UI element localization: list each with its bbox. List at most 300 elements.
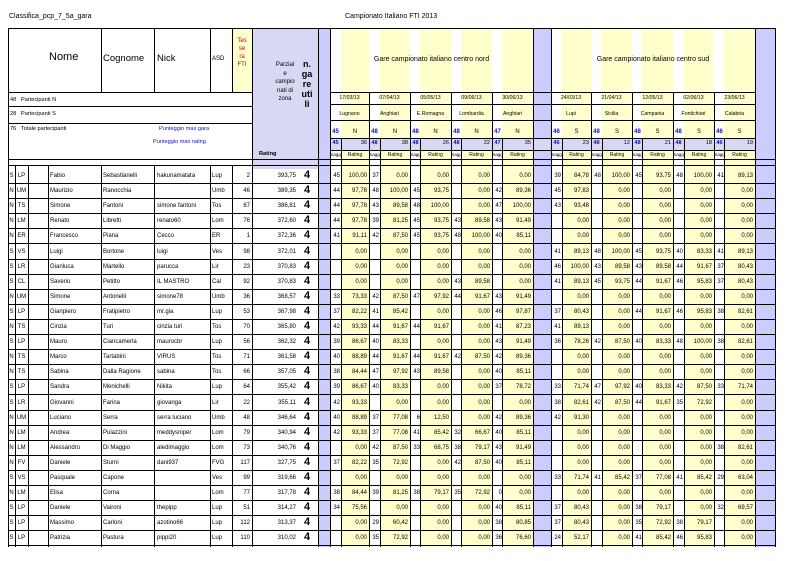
row-rating: 66,67 xyxy=(474,429,490,436)
row-sagg: 42 xyxy=(676,384,683,391)
row-region: VS xyxy=(17,248,26,255)
row-sagg: 41 xyxy=(372,308,379,315)
row-tessera: 70 xyxy=(243,324,250,330)
row-rating: 0,00 xyxy=(741,490,753,497)
row-parziale: 310,02 xyxy=(277,535,296,542)
row-sagg: 43 xyxy=(495,218,502,225)
row-zone: S xyxy=(9,475,14,481)
row-sagg: 42 xyxy=(495,414,502,421)
row-rating: 83,33 xyxy=(392,339,408,346)
row-ngare: 4 xyxy=(303,471,311,483)
gara-zone: N xyxy=(352,129,358,135)
column-header-asd: ASD xyxy=(212,56,225,62)
gara-zone: S xyxy=(574,129,579,135)
row-rating: 0,00 xyxy=(618,459,630,466)
rating-max-a: 46 xyxy=(716,140,723,146)
row-rating: 75,56 xyxy=(351,505,367,512)
grid-hline xyxy=(8,289,775,290)
row-sagg: 46 xyxy=(554,263,561,270)
row-rating: 91,67 xyxy=(655,308,671,315)
gara-date: 30/06/13 xyxy=(502,95,523,101)
row-rating: 100,00 xyxy=(611,173,630,179)
row-rating: 69,57 xyxy=(737,505,753,512)
row-rating: 91,67 xyxy=(655,278,671,285)
row-rating: 80,43 xyxy=(573,308,589,315)
summary-count: 28 xyxy=(10,111,17,117)
row-sagg: 38 xyxy=(333,490,340,497)
row-ngare: 4 xyxy=(303,486,311,499)
column-header-parziale: nati di xyxy=(276,87,293,94)
row-sagg: 35 xyxy=(372,535,379,542)
row-sagg: 39 xyxy=(333,384,340,391)
row-rating: 0,00 xyxy=(741,520,753,527)
gara-place: Lombardia xyxy=(459,111,484,117)
row-rating: 0,00 xyxy=(478,173,490,179)
row-rating: 0,00 xyxy=(355,535,367,542)
row-sagg: 42 xyxy=(495,188,502,195)
row-zone: S xyxy=(9,248,14,255)
row-cognome: Ciancamerla xyxy=(103,339,137,346)
row-rating: 0,00 xyxy=(659,203,671,210)
row-rating: 0,00 xyxy=(618,369,630,376)
row-sagg: 36 xyxy=(554,339,561,346)
row-zone: N xyxy=(9,444,14,451)
row-sagg: 33 xyxy=(717,384,724,391)
row-sagg: 40 xyxy=(372,384,379,391)
row-rating: 80,43 xyxy=(737,278,753,285)
row-rating: 85,11 xyxy=(516,369,531,376)
rating-max-b: 26 xyxy=(442,140,449,146)
row-sagg: 43 xyxy=(594,263,601,270)
row-rating: 89,58 xyxy=(474,218,490,225)
row-rating: 91,67 xyxy=(474,293,490,300)
row-tessera: 1 xyxy=(246,233,250,240)
row-sagg: 47 xyxy=(413,293,420,300)
row-sagg: 42 xyxy=(594,339,601,346)
row-rating: 83,33 xyxy=(392,384,408,391)
row-ngare: 4 xyxy=(303,244,311,257)
column-header-tessera: Tes xyxy=(237,38,247,44)
row-tessera: 46 xyxy=(243,188,250,195)
row-rating: 89,58 xyxy=(655,263,671,270)
row-zone: N xyxy=(9,203,14,210)
rating-max-a: 48 xyxy=(371,140,378,146)
row-nome: Renato xyxy=(50,218,70,225)
row-rating: 91,49 xyxy=(515,293,531,300)
column-header-parziale: campio xyxy=(275,79,295,85)
row-cognome: Turi xyxy=(103,324,114,330)
row-rating: 0,00 xyxy=(437,520,449,527)
row-rating: 0,00 xyxy=(700,414,712,421)
row-zone: N xyxy=(9,369,14,376)
row-rating: 89,13 xyxy=(573,278,589,285)
row-asd: Lup xyxy=(212,520,223,527)
row-sagg: 45 xyxy=(413,233,420,240)
row-sagg: 37 xyxy=(717,278,724,285)
rating-max-a: 48 xyxy=(593,140,600,146)
grid-hline xyxy=(8,394,775,395)
grid-vline xyxy=(154,28,155,92)
row-cognome: Serra xyxy=(103,414,118,421)
row-rating: 0,00 xyxy=(700,233,712,240)
row-rating: 0,00 xyxy=(478,324,490,330)
row-rating: 0,00 xyxy=(396,278,408,285)
row-ngare: 4 xyxy=(303,455,311,468)
row-rating: 87,50 xyxy=(392,444,408,451)
row-nome: Luciano xyxy=(50,414,72,421)
column-header-ngare: re xyxy=(302,79,312,89)
row-sagg: 33 xyxy=(554,475,561,481)
gara-date: 21/04/13 xyxy=(601,95,622,101)
row-rating: 89,13 xyxy=(737,248,753,255)
row-sagg: 37 xyxy=(333,459,340,466)
row-asd: Tos xyxy=(212,324,222,330)
gara-max: 48 xyxy=(593,129,600,135)
row-sagg: 44 xyxy=(635,308,642,315)
row-nome: Saverio xyxy=(50,278,71,285)
row-rating: 0,00 xyxy=(478,308,490,315)
row-rating: 97,87 xyxy=(515,308,531,315)
row-zone: N xyxy=(9,490,14,497)
row-rating: 0,00 xyxy=(700,354,712,361)
row-ngare: 4 xyxy=(303,199,311,212)
row-ngare: 4 xyxy=(303,214,311,227)
row-sagg: 46 xyxy=(676,535,683,542)
row-nome: Giovanni xyxy=(50,399,74,406)
row-rating: 72,92 xyxy=(696,399,712,406)
row-asd: ER xyxy=(212,233,221,240)
gara-date: 05/05/13 xyxy=(420,95,441,101)
row-zone: N xyxy=(9,218,14,225)
sagg-label: Sagg xyxy=(673,152,684,157)
row-rating: 87,50 xyxy=(392,233,408,240)
row-rating: 91,67 xyxy=(392,354,408,361)
gara-place: Lupi xyxy=(566,111,576,117)
gara-max: 48 xyxy=(371,129,378,135)
row-rating: 0,00 xyxy=(741,399,753,406)
row-sagg: 39 xyxy=(554,173,561,179)
row-sagg: 47 xyxy=(594,384,601,391)
row-nome: Sandra xyxy=(50,384,70,391)
row-rating: 0,00 xyxy=(437,263,449,270)
row-rating: 93,75 xyxy=(655,248,671,255)
grid-hline xyxy=(8,183,775,184)
header-nord: Gare campionato italiano centro nord xyxy=(373,56,490,63)
gara-zone: N xyxy=(433,129,438,135)
row-rating: 0,00 xyxy=(478,263,490,270)
row-tessera: 92 xyxy=(243,278,250,285)
row-asd: Lup xyxy=(212,173,223,179)
row-zone: S xyxy=(9,535,14,542)
row-sagg: 40 xyxy=(495,429,502,436)
row-nick: dani937 xyxy=(157,459,179,466)
row-rating: 0,00 xyxy=(618,520,630,527)
row-region: ER xyxy=(17,233,26,240)
grid-hline xyxy=(8,243,775,244)
grid-hline xyxy=(8,364,775,365)
row-nick: aledimaggio xyxy=(157,444,190,451)
gara-date: 17/03/13 xyxy=(339,95,360,101)
row-tessera: 56 xyxy=(243,339,250,346)
row-region: UM xyxy=(16,414,27,421)
row-zone: S xyxy=(9,173,14,179)
row-rating: 91,30 xyxy=(573,414,589,421)
gara-max: 46 xyxy=(553,129,560,135)
row-rating: 0,00 xyxy=(577,369,589,376)
row-rating: 0,00 xyxy=(618,490,630,497)
row-rating: 91,67 xyxy=(655,399,671,406)
gara-place: Fontichiari xyxy=(681,111,706,117)
row-tessera: 22 xyxy=(243,399,250,406)
row-nome: Elisa xyxy=(50,490,64,497)
row-rating: 79,17 xyxy=(474,444,490,451)
row-asd: Ves xyxy=(212,248,223,255)
row-rating: 81,25 xyxy=(392,490,408,497)
row-rating: 79,17 xyxy=(655,505,671,512)
grid-hline xyxy=(8,106,252,107)
grid-hline xyxy=(8,485,775,486)
row-sagg: 47 xyxy=(495,203,502,210)
row-sagg: 6 xyxy=(416,414,420,421)
grid-hline xyxy=(330,120,755,121)
column-header-tessera: se xyxy=(238,46,246,52)
grid-hline xyxy=(8,228,775,229)
row-sagg: 41 xyxy=(676,475,683,481)
row-cognome: Dalla Ragione xyxy=(103,369,141,376)
row-region: LM xyxy=(17,490,26,497)
row-rating: 0,00 xyxy=(478,339,490,346)
row-rating: 89,13 xyxy=(573,324,589,330)
rating-max-b: 12 xyxy=(623,140,630,146)
row-rating: 0,00 xyxy=(741,354,753,361)
row-rating: 89,36 xyxy=(515,354,531,361)
row-sagg: 44 xyxy=(333,188,340,195)
row-ngare: 4 xyxy=(303,169,311,181)
row-ngare: 4 xyxy=(303,501,311,514)
row-rating: 0,00 xyxy=(700,324,712,330)
row-sagg: 48 xyxy=(676,339,683,346)
row-rating: 93,33 xyxy=(351,399,367,406)
row-nick: luigi xyxy=(157,248,168,255)
row-rating: 0,00 xyxy=(478,384,490,391)
row-rating: 82,22 xyxy=(351,459,367,466)
row-rating: 0,00 xyxy=(519,263,531,270)
row-rating: 0,00 xyxy=(478,505,490,512)
row-sagg: 41 xyxy=(413,429,420,436)
row-zone: S xyxy=(9,520,14,527)
row-region: LR xyxy=(17,399,26,406)
column-header-ngare: li xyxy=(304,99,310,109)
row-parziale: 357,05 xyxy=(277,369,296,376)
grid-hline xyxy=(8,159,775,160)
row-rating: 87,50 xyxy=(614,399,630,406)
row-tessera: 71 xyxy=(243,354,250,361)
row-nome: Massimo xyxy=(50,520,75,527)
row-sagg: 48 xyxy=(372,188,379,195)
row-cognome: Menichelli xyxy=(103,384,130,391)
row-rating: 0,00 xyxy=(355,520,367,527)
row-parziale: 327,75 xyxy=(277,459,296,466)
row-sagg: 43 xyxy=(454,278,461,285)
row-nick: meddysniper xyxy=(157,429,192,436)
row-rating: 72,92 xyxy=(474,490,490,497)
row-sagg: 36 xyxy=(495,535,502,542)
sagg-label: Sagg xyxy=(330,152,341,157)
row-rating: 0,00 xyxy=(700,429,712,436)
row-sagg: 40 xyxy=(676,248,683,255)
grid-hline xyxy=(8,349,775,350)
sagg-label: Sagg xyxy=(492,152,503,157)
row-rating: 0,00 xyxy=(355,278,367,285)
row-sagg: 37 xyxy=(717,263,724,270)
row-sagg: 46 xyxy=(676,308,683,315)
row-rating: 78,72 xyxy=(515,384,531,391)
row-rating: 0,00 xyxy=(437,475,449,481)
row-ngare: 4 xyxy=(303,410,311,423)
row-rating: 52,17 xyxy=(573,535,589,542)
row-rating: 82,22 xyxy=(351,308,367,315)
summary-label: Partecipanti N xyxy=(21,97,57,103)
column-header-ngare: uti xyxy=(301,89,313,99)
row-rating: 0,00 xyxy=(700,203,712,210)
rating-max-a: 48 xyxy=(412,140,419,146)
row-zone: N xyxy=(9,188,14,195)
row-rating: 82,61 xyxy=(573,399,589,406)
row-ngare: 4 xyxy=(303,365,311,378)
row-nome: Gianluca xyxy=(50,263,74,270)
grid-hline xyxy=(8,28,775,29)
row-sagg: 35 xyxy=(454,490,461,497)
grid-hline xyxy=(330,138,755,139)
row-rating: 0,00 xyxy=(478,188,490,195)
row-rating: 0,00 xyxy=(396,505,408,512)
row-sagg: 45 xyxy=(635,248,642,255)
rating-max-b: 21 xyxy=(664,140,671,146)
row-parziale: 317,78 xyxy=(277,490,296,497)
row-rating: 0,00 xyxy=(618,218,630,225)
row-rating: 0,00 xyxy=(700,188,712,195)
row-rating: 91,49 xyxy=(515,339,531,346)
row-rating: 85,42 xyxy=(392,308,408,315)
row-rating: 89,36 xyxy=(515,188,531,195)
row-rating: 84,44 xyxy=(351,369,367,376)
row-rating: 0,00 xyxy=(396,475,408,481)
row-tessera: 73 xyxy=(243,444,250,451)
sagg-label: Sagg xyxy=(451,152,462,157)
row-rating: 87,23 xyxy=(515,324,531,330)
row-rating: 76,60 xyxy=(515,535,531,542)
row-parziale: 372,01 xyxy=(277,248,296,255)
row-asd: Cal xyxy=(212,278,222,285)
grid-hline xyxy=(8,198,775,199)
row-nome: Marco xyxy=(50,354,67,361)
row-rating: 89,58 xyxy=(474,278,490,285)
file-name: Classifica_pcp_7_5a_gara xyxy=(9,13,92,20)
row-rating: 72,92 xyxy=(655,520,671,527)
row-cognome: Bortone xyxy=(103,248,125,255)
row-sagg: 41 xyxy=(717,173,724,179)
row-sagg: 44 xyxy=(454,293,461,300)
row-sagg: 44 xyxy=(635,399,642,406)
row-rating: 0,00 xyxy=(437,278,449,285)
punteggio-gara-label: Punteggio max gara xyxy=(159,126,210,132)
row-sagg: 41 xyxy=(554,324,561,330)
row-asd: Lom xyxy=(212,444,224,451)
summary-label: Partecipanti S xyxy=(21,111,56,117)
row-ngare: 4 xyxy=(303,335,311,348)
gara-zone: N xyxy=(474,129,479,135)
row-rating: 97,92 xyxy=(433,293,449,300)
row-rating: 71,74 xyxy=(737,384,753,391)
grid-hline xyxy=(8,334,775,335)
row-sagg: 42 xyxy=(554,414,561,421)
rating-label: Rating xyxy=(691,152,707,158)
row-sagg: 48 xyxy=(594,173,601,179)
row-sagg: 29 xyxy=(717,475,724,481)
header-sud: Gare campionato italiano centro sud xyxy=(596,56,710,63)
column-header-parziale: e xyxy=(283,70,287,77)
column-header-tessera: FTI xyxy=(237,62,247,68)
row-rating: 79,17 xyxy=(433,490,449,497)
row-region: LM xyxy=(17,218,26,225)
row-rating: 0,00 xyxy=(437,535,449,542)
row-asd: Lom xyxy=(212,218,224,225)
row-rating: 72,92 xyxy=(392,535,408,542)
row-rating: 84,78 xyxy=(573,173,589,179)
row-rating: 0,00 xyxy=(659,414,671,421)
row-rating: 0,00 xyxy=(519,248,531,255)
row-rating: 0,00 xyxy=(700,369,712,376)
row-region: CL xyxy=(17,278,26,285)
row-region: LP xyxy=(17,535,26,542)
row-rating: 85,11 xyxy=(516,459,531,466)
grid-hline xyxy=(8,379,775,380)
row-rating: 89,58 xyxy=(614,263,630,270)
grid-hline xyxy=(330,150,755,151)
row-ngare: 4 xyxy=(303,516,311,529)
row-zone: S xyxy=(9,263,14,270)
row-rating: 87,50 xyxy=(392,293,408,300)
row-nome: Fabio xyxy=(50,173,66,179)
row-rating: 0,00 xyxy=(618,203,630,210)
row-asd: Lup xyxy=(212,308,223,315)
row-rating: 83,33 xyxy=(696,248,712,255)
row-sagg: 32 xyxy=(454,429,461,436)
row-rating: 85,42 xyxy=(696,475,712,481)
row-rating: 100,00 xyxy=(430,203,449,210)
row-ngare: 4 xyxy=(303,259,311,272)
row-sagg: 29 xyxy=(372,520,379,527)
row-rating: 93,75 xyxy=(433,218,449,225)
row-nick: renato60 xyxy=(157,218,181,225)
row-rating: 0,00 xyxy=(659,490,671,497)
row-rating: 97,78 xyxy=(351,188,367,195)
row-rating: 0,00 xyxy=(577,233,589,240)
gara-max: 48 xyxy=(412,129,419,135)
row-sagg: 44 xyxy=(372,324,379,330)
row-sagg: 44 xyxy=(413,324,420,330)
row-zone: N xyxy=(9,354,14,361)
gara-place: Campania xyxy=(640,111,665,117)
row-parziale: 340,76 xyxy=(277,444,296,451)
row-parziale: 362,32 xyxy=(277,339,296,346)
rating-label: Rating xyxy=(387,152,403,158)
row-asd: Lup xyxy=(212,339,223,346)
row-sagg: 39 xyxy=(372,490,379,497)
row-sagg: 0 xyxy=(498,490,502,497)
row-sagg: 40 xyxy=(635,384,642,391)
row-rating: 84,44 xyxy=(351,490,367,497)
